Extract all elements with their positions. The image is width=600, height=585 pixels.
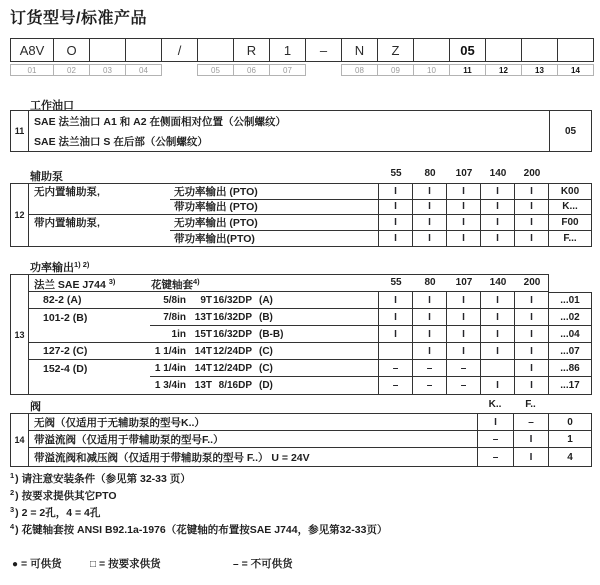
spline-cell: 1 1/4in 14T 12/24DP (C) — [150, 343, 379, 360]
size-header: 200 — [523, 277, 541, 288]
group-label-cell — [29, 231, 170, 247]
size-header: 107 — [455, 277, 473, 288]
code-cell — [557, 38, 594, 62]
availability-cell: – — [379, 360, 413, 377]
code-index-cell: 11 — [449, 64, 486, 76]
order-code-cell: ...07 — [549, 343, 591, 360]
spline-cell: 5/8in 9T 16/32DP (A) — [150, 292, 379, 309]
flange-cell: 127-2 (C) — [29, 343, 150, 360]
valves-table — [28, 413, 592, 467]
spline-header: 花键轴套$^{4)}$ — [151, 277, 200, 291]
code-cell: – — [305, 38, 342, 62]
availability-cell: I — [379, 184, 413, 200]
availability-cell: I — [379, 292, 413, 309]
order-code-cell: F00 — [549, 215, 591, 231]
size-header: 140 — [489, 168, 507, 179]
availability-cell: I — [379, 200, 413, 216]
availability-cell: I — [413, 231, 447, 247]
availability-cell: I — [413, 309, 447, 326]
power-output-id-cell: 13 — [10, 274, 29, 395]
group-label-cell: 带内置辅助泵, — [34, 217, 100, 230]
availability-cell: I — [447, 184, 481, 200]
ports-row-text: SAE 法兰油口 S 在后部（公制螺纹） — [34, 135, 208, 148]
ports-table — [28, 110, 592, 152]
flange-cell: 152-4 (D) — [43, 362, 88, 375]
availability-cell: I — [481, 309, 515, 326]
flange-cell — [29, 326, 150, 343]
code-cell — [521, 38, 558, 62]
availability-cell: I — [447, 200, 481, 216]
code-index-row — [10, 64, 594, 76]
availability-cell: I — [515, 215, 549, 231]
code-index-cell: 06 — [233, 64, 270, 76]
pto-label-cell: 带功率输出 (PTO) — [170, 200, 379, 216]
pto-label-cell: 带功率输出(PTO) — [170, 231, 379, 247]
order-code-cell: 0 — [549, 414, 591, 431]
group-label-cell — [29, 200, 170, 216]
availability-cell: I — [481, 292, 515, 309]
availability-cell: I — [515, 292, 549, 309]
order-code-cell: ...02 — [549, 309, 591, 326]
order-code-cell: K00 — [549, 184, 591, 200]
code-table — [10, 38, 594, 62]
code-index-cell: 07 — [269, 64, 306, 76]
code-cell: A8V — [10, 38, 54, 62]
size-header: 200 — [523, 168, 541, 179]
aux-pump-section-label: 辅助泵 — [30, 171, 63, 183]
order-code-cell: 1 — [549, 431, 591, 448]
code-cell: R — [233, 38, 270, 62]
valve-label-cell: 带溢流阀和减压阀（仅适用于带辅助泵的型号 F..） U = 24V — [29, 448, 478, 466]
availability-cell: I — [514, 448, 549, 466]
page-title: 订货型号/标准产品 — [10, 10, 147, 27]
spline-cell: 1in 15T 16/32DP (B-B) — [150, 326, 379, 343]
code-cell — [197, 38, 234, 62]
flange-cell: 82-2 (A) — [29, 292, 150, 309]
order-code-cell: ...86 — [549, 360, 591, 377]
valves-section-label: 阀 — [30, 401, 41, 413]
availability-cell — [379, 343, 413, 360]
availability-cell: I — [515, 309, 549, 326]
availability-cell: I — [447, 326, 481, 343]
availability-cell: I — [515, 231, 549, 247]
footnote: $^2$) 按要求提供其它PTO — [10, 488, 117, 502]
code-index-gap — [161, 64, 198, 76]
availability-cell: I — [481, 377, 515, 394]
code-cell: / — [161, 38, 198, 62]
not-available-dash-icon: – — [233, 559, 239, 570]
code-cell: 1 — [269, 38, 306, 62]
availability-cell: I — [515, 377, 549, 394]
code-index-cell: 02 — [53, 64, 90, 76]
code-index-cell: 05 — [197, 64, 234, 76]
availability-cell: I — [379, 215, 413, 231]
order-code-cell: ...17 — [560, 380, 580, 391]
spline-cell: 1 1/4in 14T 12/24DP (C) — [150, 360, 379, 377]
footnote: $^4$) 花键轴套按 ANSI B92.1a-1976（花键轴的布置按SAE J744，参见第32-33页） — [10, 522, 388, 536]
size-header: 55 — [390, 168, 402, 179]
availability-cell: I — [413, 292, 447, 309]
availability-cell: – — [413, 360, 447, 377]
availability-cell: I — [379, 309, 413, 326]
power-output-header — [28, 274, 549, 292]
footnote: $^1$) 请注意安装条件（参见第 32-33 页） — [10, 471, 191, 485]
availability-cell: I — [515, 200, 549, 216]
power-output-section-label — [30, 259, 89, 275]
flange-cell: 101-2 (B) — [43, 311, 88, 324]
legend-item: □ = 按要求供货 — [90, 558, 161, 570]
power-output-title-sup: 1) 2) — [74, 260, 90, 269]
availability-cell: I — [379, 326, 413, 343]
spline-cell: 1 3/4in 13T 8/16DP (D) — [150, 377, 379, 394]
code-index-cell: 01 — [10, 64, 54, 76]
size-header: 55 — [390, 277, 402, 288]
code-index-cell: 13 — [521, 64, 558, 76]
availability-cell: I — [413, 215, 447, 231]
valve-col-header-row — [477, 399, 548, 410]
order-code-cell: ...01 — [549, 292, 591, 309]
ports-section-label: 工作油口 — [30, 100, 74, 112]
ports-row-text: SAE 法兰油口 A1 和 A2 在侧面相对位置（公制螺纹） — [34, 115, 287, 128]
availability-cell: I — [447, 231, 481, 247]
availability-cell: – — [447, 360, 481, 377]
availability-cell: – — [447, 377, 481, 394]
code-index-gap — [305, 64, 342, 76]
aux-pump-table — [28, 183, 592, 247]
availability-cell: I — [481, 215, 515, 231]
code-cell: 05 — [449, 38, 486, 62]
code-index-cell: 08 — [341, 64, 378, 76]
availability-cell: I — [447, 215, 481, 231]
aux-size-header-row — [379, 168, 549, 179]
code-cell: N — [341, 38, 378, 62]
ports-id-cell: 11 — [10, 110, 29, 152]
availability-cell: I — [481, 326, 515, 343]
availability-cell: – — [514, 414, 549, 431]
availability-cell: I — [481, 184, 515, 200]
code-index-cell: 04 — [125, 64, 162, 76]
availability-cell: I — [413, 343, 447, 360]
spline-cell: 7/8in 13T 16/32DP (B) — [150, 309, 379, 326]
availability-cell: I — [515, 326, 549, 343]
valve-col-header: F.. — [525, 399, 536, 410]
availability-cell: I — [515, 343, 549, 360]
available-dot-icon: ● — [12, 559, 19, 570]
code-cell — [125, 38, 162, 62]
legend-item: ● = 可供货 — [12, 558, 62, 570]
code-cell: Z — [377, 38, 414, 62]
pto-label-cell: 无功率输出 (PTO) — [170, 215, 379, 231]
order-code-cell: ...04 — [549, 326, 591, 343]
order-code-cell: F... — [563, 232, 577, 244]
code-index-cell: 03 — [89, 64, 126, 76]
availability-cell: I — [413, 200, 447, 216]
code-cell — [89, 38, 126, 62]
order-code-cell: K... — [549, 200, 591, 216]
aux-pump-id-cell: 12 — [10, 183, 29, 247]
size-header: 80 — [424, 168, 436, 179]
availability-cell: I — [481, 343, 515, 360]
valve-label-cell: 无阀（仅适用于无辅助泵的型号K..） — [29, 414, 478, 431]
valves-id-cell: 14 — [10, 413, 29, 467]
availability-cell: I — [481, 200, 515, 216]
availability-cell: I — [514, 431, 549, 448]
code-index-cell: 10 — [413, 64, 450, 76]
order-code-cell: 4 — [567, 451, 573, 463]
availability-cell — [481, 360, 515, 377]
size-header: 107 — [455, 168, 473, 179]
availability-cell: I — [413, 184, 447, 200]
size-header: 80 — [424, 277, 436, 288]
availability-cell: I — [515, 360, 549, 377]
availability-cell: I — [515, 184, 549, 200]
flange-cell — [29, 377, 150, 394]
availability-cell: – — [413, 377, 447, 394]
code-cell — [485, 38, 522, 62]
code-index-cell: 09 — [377, 64, 414, 76]
on-request-square-icon: □ — [90, 559, 97, 570]
power-size-header-row — [379, 277, 549, 288]
pto-label-cell: 无功率输出 (PTO) — [170, 184, 379, 200]
footnote: $^3$) 2 = 2孔，4 = 4孔 — [10, 505, 101, 519]
group-label-cell: 无内置辅助泵, — [34, 186, 100, 199]
valve-col-header: K.. — [488, 399, 502, 410]
flange-header: 法兰 SAE J744 $^{3)}$ — [34, 277, 116, 291]
availability-cell: I — [413, 326, 447, 343]
code-cell — [413, 38, 450, 62]
availability-cell: – — [379, 377, 413, 394]
code-index-cell: 14 — [557, 64, 594, 76]
ports-code-cell: 05 — [549, 111, 591, 151]
code-index-cell: 12 — [485, 64, 522, 76]
availability-cell: I — [478, 414, 514, 431]
power-output-table — [28, 292, 592, 395]
availability-cell: I — [447, 309, 481, 326]
legend-item: – = 不可供货 — [233, 558, 293, 570]
code-cell: O — [53, 38, 90, 62]
availability-cell: I — [447, 292, 481, 309]
availability-cell: I — [379, 231, 413, 247]
availability-cell: I — [481, 231, 515, 247]
availability-cell: – — [478, 431, 514, 448]
availability-cell: I — [447, 343, 481, 360]
valve-label-cell: 带溢流阀（仅适用于带辅助泵的型号F..） — [29, 431, 478, 448]
availability-cell: – — [478, 448, 514, 466]
size-header: 140 — [489, 277, 507, 288]
power-output-title: 功率输出 — [30, 262, 74, 274]
